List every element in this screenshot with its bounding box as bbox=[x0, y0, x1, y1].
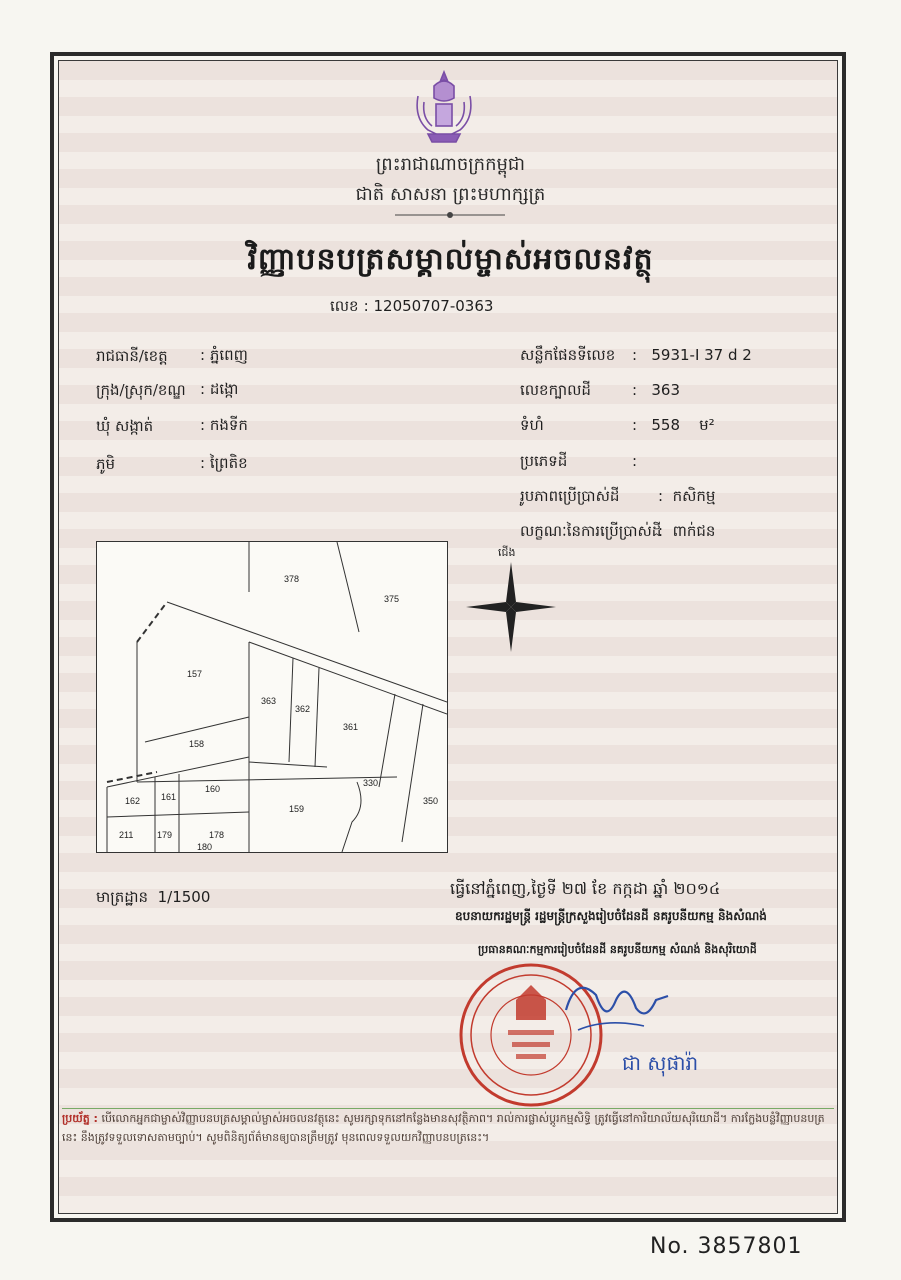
field-area-value: : 558 ម² bbox=[632, 416, 715, 434]
parcel-label: 330 bbox=[363, 778, 379, 788]
royal-emblem-icon bbox=[404, 68, 484, 146]
field-land-use-character: លក្ខណៈនៃការប្រើប្រាស់ដី bbox=[520, 522, 662, 540]
field-land-use-value: : កសិកម្ម bbox=[658, 487, 716, 505]
field-map-sheet: សន្លឹកផែនទីលេខ bbox=[520, 346, 616, 364]
parcel-label: 362 bbox=[295, 704, 311, 714]
parcel-label: 162 bbox=[125, 796, 141, 806]
parcel-label: 350 bbox=[423, 796, 439, 806]
signer-name: ជា សុផារ៉ា bbox=[622, 1051, 699, 1075]
serial-number: No. 3857801 bbox=[650, 1234, 803, 1259]
kingdom-heading: ព្រះរាជាណាចក្រកម្ពុជា bbox=[375, 154, 526, 175]
notice-text: បើលោកអ្នកជាម្ចាស់វិញ្ញាបនបត្រសម្គាល់ម្ចាស់អចលនវត្ថុនេះ សូមរក្សាទុកនៅកន្លែងមានសុវត្ថិភាព។ រាល់ការផ្លាស់ប្តូរកម្មសិទ្ធិ ត្រូវធ្វើនៅការិយាល័យសុរិយោដី។ ការក្លែងបន្លំវិញ្ញាបនបត្រនេះ នឹងត្រូវទទួលទោសតាមច្បាប់។ សូមពិនិត្យព័ត៌មានឲ្យបានត្រឹមត្រូវ មុនពេលទទួលយកវិញ្ញាបនបត្រនេះ។ bbox=[62, 1112, 825, 1144]
notice-box bbox=[62, 1108, 834, 1204]
field-land-use-character-value: : ពាក់ជន bbox=[658, 522, 716, 540]
number-label: លេខ bbox=[330, 297, 359, 315]
field-district-value: : ដង្កោ bbox=[200, 380, 239, 398]
parcel-label: 157 bbox=[187, 669, 203, 679]
parcel-label: 160 bbox=[205, 784, 221, 794]
parcel-label: 159 bbox=[289, 804, 305, 814]
compass-rose-icon bbox=[466, 562, 556, 652]
field-commune: ឃុំ សង្កាត់ bbox=[96, 417, 154, 435]
ornament-divider bbox=[395, 210, 505, 220]
signer-title: ប្រធានគណៈកម្មការរៀបចំដែនដី នគរូបនីយកម្ម សំណង់ និងសុរិយោដី bbox=[478, 943, 757, 956]
certificate-number: លេខ : 12050707-0363 bbox=[330, 297, 494, 315]
field-land-use: រូបភាពប្រើប្រាស់ដី bbox=[520, 487, 620, 505]
field-land-type-value: : bbox=[632, 452, 642, 470]
field-province: រាជធានី/ខេត្ត bbox=[96, 347, 168, 365]
parcel-label: 375 bbox=[384, 594, 400, 604]
field-province-value: : ភ្នំពេញ bbox=[200, 346, 248, 364]
ministry-line: ឧបនាយករដ្ឋមន្ត្រី រដ្ឋមន្ត្រីក្រសួងរៀបចំដែនដី នគរូបនីយកម្ម និងសំណង់ bbox=[455, 909, 767, 923]
number-value: 12050707-0363 bbox=[373, 297, 494, 315]
field-land-type: ប្រភេទដី bbox=[520, 452, 568, 470]
map-scale: មាត្រដ្ឋាន 1/1500 bbox=[96, 888, 211, 906]
area-unit: ម² bbox=[699, 416, 715, 434]
field-district: ក្រុង/ស្រុក/ខណ្ឌ bbox=[96, 381, 186, 399]
parcel-label: 161 bbox=[161, 792, 177, 802]
parcel-label: 178 bbox=[209, 830, 225, 840]
field-commune-value: : កងទីក bbox=[200, 416, 248, 434]
parcel-label: 378 bbox=[284, 574, 300, 584]
parcel-label: 158 bbox=[189, 739, 205, 749]
north-label: ជើង bbox=[498, 546, 516, 559]
field-area: ទំហំ bbox=[520, 416, 544, 434]
signature-icon bbox=[556, 970, 676, 1040]
issue-date: ធ្វើនៅភ្នំពេញ,ថ្ងៃទី ២៧ ខែ កក្កដា ឆ្នាំ ២០១៤ bbox=[450, 879, 721, 898]
parcel-label: 361 bbox=[343, 722, 359, 732]
certificate-title: វិញ្ញាបនបត្រសម្គាល់ម្ចាស់អចលនវត្ថុ bbox=[247, 242, 654, 277]
notice-heading: ប្រយ័ត្ន : bbox=[62, 1112, 98, 1125]
parcel-label: 179 bbox=[157, 830, 173, 840]
field-parcel-number: លេខក្បាលដី bbox=[520, 381, 591, 399]
field-village-value: : ព្រៃតិខ bbox=[200, 454, 248, 472]
cadastral-map bbox=[96, 541, 448, 853]
field-village: ភូមិ bbox=[96, 455, 116, 473]
parcel-label: 211 bbox=[119, 830, 134, 840]
field-map-sheet-value: : 5931-I 37 d 2 bbox=[632, 346, 752, 364]
parcel-label: 180 bbox=[197, 842, 213, 852]
field-parcel-number-value: : 363 bbox=[632, 381, 680, 399]
national-motto: ជាតិ សាសនា ព្រះមហាក្សត្រ bbox=[355, 184, 546, 205]
parcel-label: 363 bbox=[261, 696, 277, 706]
